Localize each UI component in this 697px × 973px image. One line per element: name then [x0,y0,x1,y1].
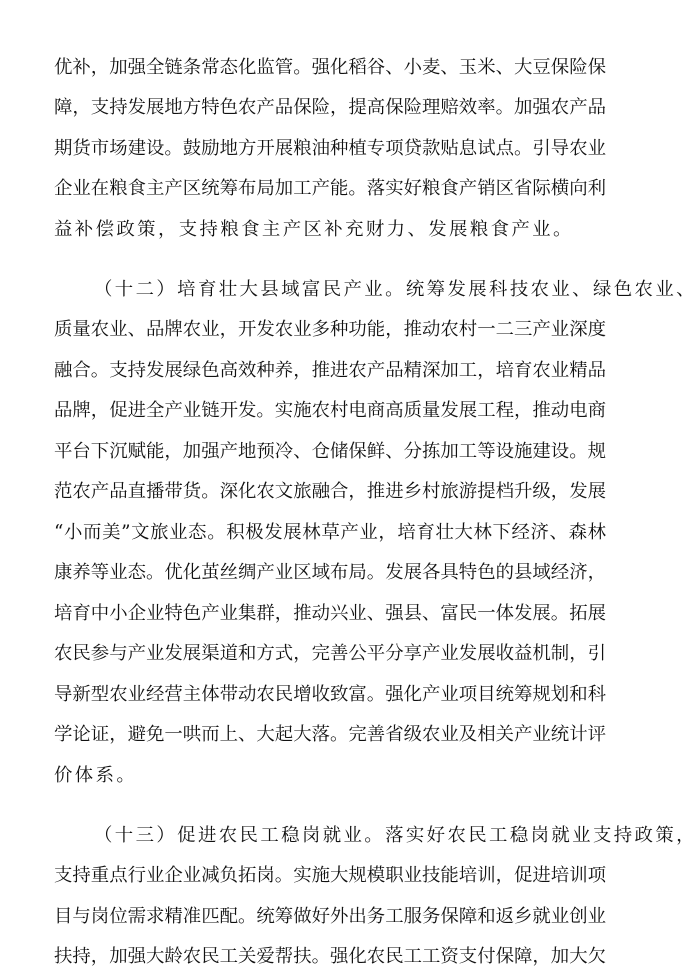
text-line: 康养等业态。优化茧丝绸产业区域布局。发展各具特色的县域经济， [54,562,606,583]
text-line: 质量农业、品牌农业，开发农业多种功能，推动农村一二三产业深度 [54,319,606,340]
text-line: 目与岗位需求精准匹配。统筹做好外出务工服务保障和返乡就业创业 [54,906,606,927]
text-line: 范农产品直播带货。深化农文旅融合，推进乡村旅游提档升级，发展 [54,481,606,502]
text-line: 农民参与产业发展渠道和方式，完善公平分享产业发展收益机制，引 [54,643,606,664]
text-line: 益补偿政策，支持粮食主产区补充财力、发展粮食产业。 [54,219,574,240]
text-line: 企业在粮食主产区统筹布局加工产能。落实好粮食产销区省际横向利 [54,178,606,199]
text-line: 导新型农业经营主体带动农民增收致富。强化产业项目统筹规划和科 [54,684,606,705]
section-heading-line: （十二）培育壮大县域富民产业。统筹发展科技农业、绿色农业、 [94,279,697,300]
text-line: 障，支持发展地方特色农产品保险，提高保险理赔效率。加强农产品 [54,97,606,118]
text-line: 支持重点行业企业减负拓岗。实施大规模职业技能培训，促进培训项 [54,865,606,886]
text-line: 价体系。 [54,765,138,786]
text-line: 学论证，避免一哄而上、大起大落。完善省级农业及相关产业统计评 [54,724,606,745]
section-heading-line: （十三）促进农民工稳岗就业。落实好农民工稳岗就业支持政策， [94,825,697,846]
text-line: 优补，加强全链条常态化监管。强化稻谷、小麦、玉米、大豆保险保 [54,57,606,78]
text-line: 品牌，促进全产业链开发。实施农村电商高质量发展工程，推动电商 [54,400,606,421]
text-line: 平台下沉赋能，加强产地预冷、仓储保鲜、分拣加工等设施建设。规 [54,441,606,462]
text-line: 扶持，加强大龄农民工关爱帮扶。强化农民工工资支付保障，加大欠 [54,946,606,967]
text-line: “小而美”文旅业态。积极发展林草产业，培育壮大林下经济、森林 [54,522,607,543]
text-line: 期货市场建设。鼓励地方开展粮油种植专项贷款贴息试点。引导农业 [54,138,606,159]
text-line: 融合。支持发展绿色高效种养，推进农产品精深加工，培育农业精品 [54,360,606,381]
text-line: 培育中小企业特色产业集群，推动兴业、强县、富民一体发展。拓展 [54,603,606,624]
